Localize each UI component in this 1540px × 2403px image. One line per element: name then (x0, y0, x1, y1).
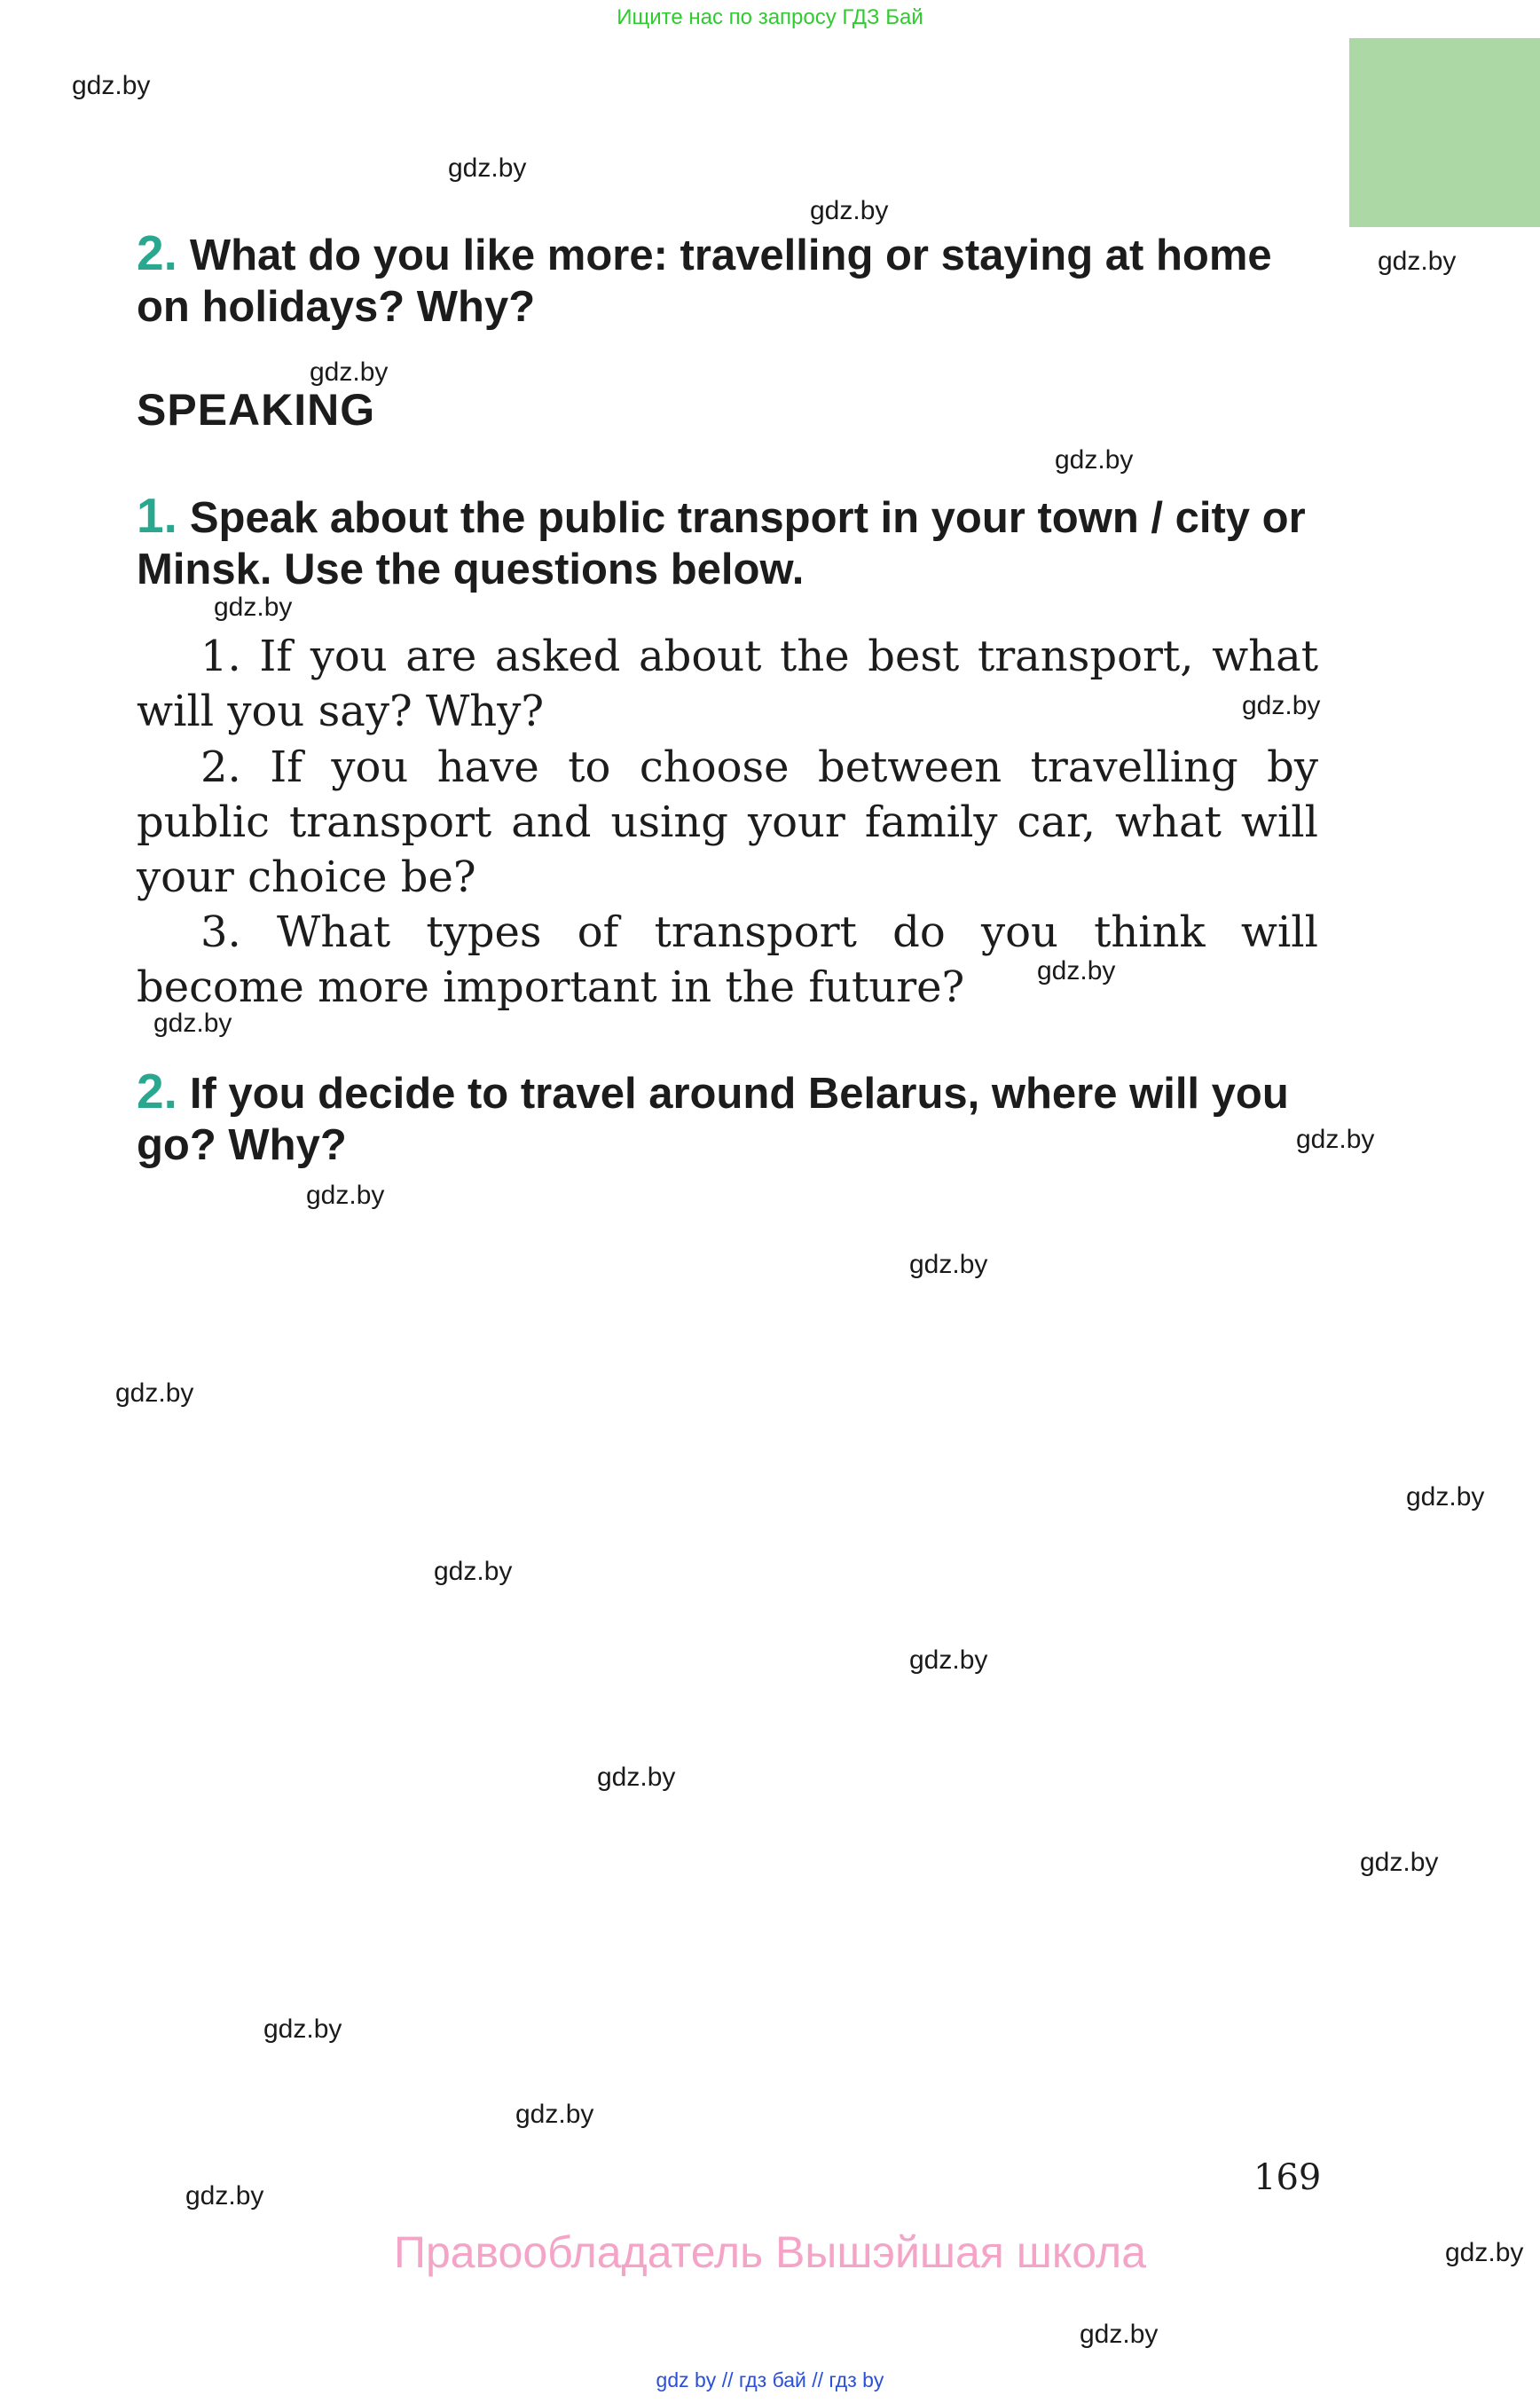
watermark: gdz.by (515, 2100, 594, 2129)
copyright-notice: Правообладатель Вышэйшая школа (394, 2227, 1146, 2277)
question-1: 1. If you are asked about the best transport, what will you say? Why? (137, 632, 1318, 736)
watermark: gdz.by (448, 153, 527, 183)
watermark: gdz.by (434, 1557, 513, 1586)
watermark: gdz.by (1360, 1848, 1439, 1877)
watermark: gdz.by (72, 71, 151, 100)
watermark: gdz.by (909, 1250, 988, 1279)
section-title: SPEAKING (137, 385, 376, 435)
watermark: gdz.by (1445, 2238, 1524, 2267)
watermark: gdz.by (1242, 691, 1321, 720)
task-text: If you decide to travel around Belarus, where will you go? Why? (137, 1070, 1289, 1169)
page-number: 169 (1253, 2157, 1322, 2198)
watermark: gdz.by (1378, 247, 1457, 276)
task-number: 1. (137, 488, 177, 543)
task-heading-1 (137, 490, 1321, 595)
task-number: 2. (137, 1064, 177, 1119)
green-corner-tab (1349, 38, 1540, 227)
watermark: gdz.by (214, 593, 293, 622)
watermark: gdz.by (810, 196, 889, 225)
watermark: gdz.by (1037, 956, 1116, 986)
watermark: gdz.by (153, 1009, 232, 1038)
watermark: gdz.by (306, 1181, 385, 1210)
watermark: gdz.by (1055, 445, 1134, 475)
footer-links[interactable]: gdz by // гдз бай // гдз by (656, 2368, 884, 2391)
watermark: gdz.by (597, 1763, 676, 1792)
question-3: 3. What types of transport do you think will become more important in the future? (137, 907, 1318, 1012)
task-text: Speak about the public transport in your town / city or Minsk. Use the questions below. (137, 494, 1306, 593)
task-heading-2 (137, 1065, 1321, 1171)
task-number: 2. (137, 225, 177, 280)
task-heading-prev (137, 227, 1321, 333)
watermark: gdz.by (1296, 1125, 1375, 1154)
top-banner: Ищите нас по запросу ГДЗ Бай (617, 5, 923, 29)
watermark: gdz.by (909, 1645, 988, 1675)
watermark: gdz.by (263, 2014, 342, 2044)
question-2: 2. If you have to choose between travelling by public transport and using your family car, what will your choice be? (137, 742, 1318, 902)
watermark: gdz.by (185, 2181, 264, 2211)
watermark: gdz.by (1080, 2320, 1159, 2349)
watermark: gdz.by (1406, 1482, 1485, 1512)
task-text: What do you like more: travelling or staying at home on holidays? Why? (137, 232, 1272, 331)
watermark: gdz.by (115, 1378, 194, 1408)
watermark: gdz.by (310, 357, 389, 387)
